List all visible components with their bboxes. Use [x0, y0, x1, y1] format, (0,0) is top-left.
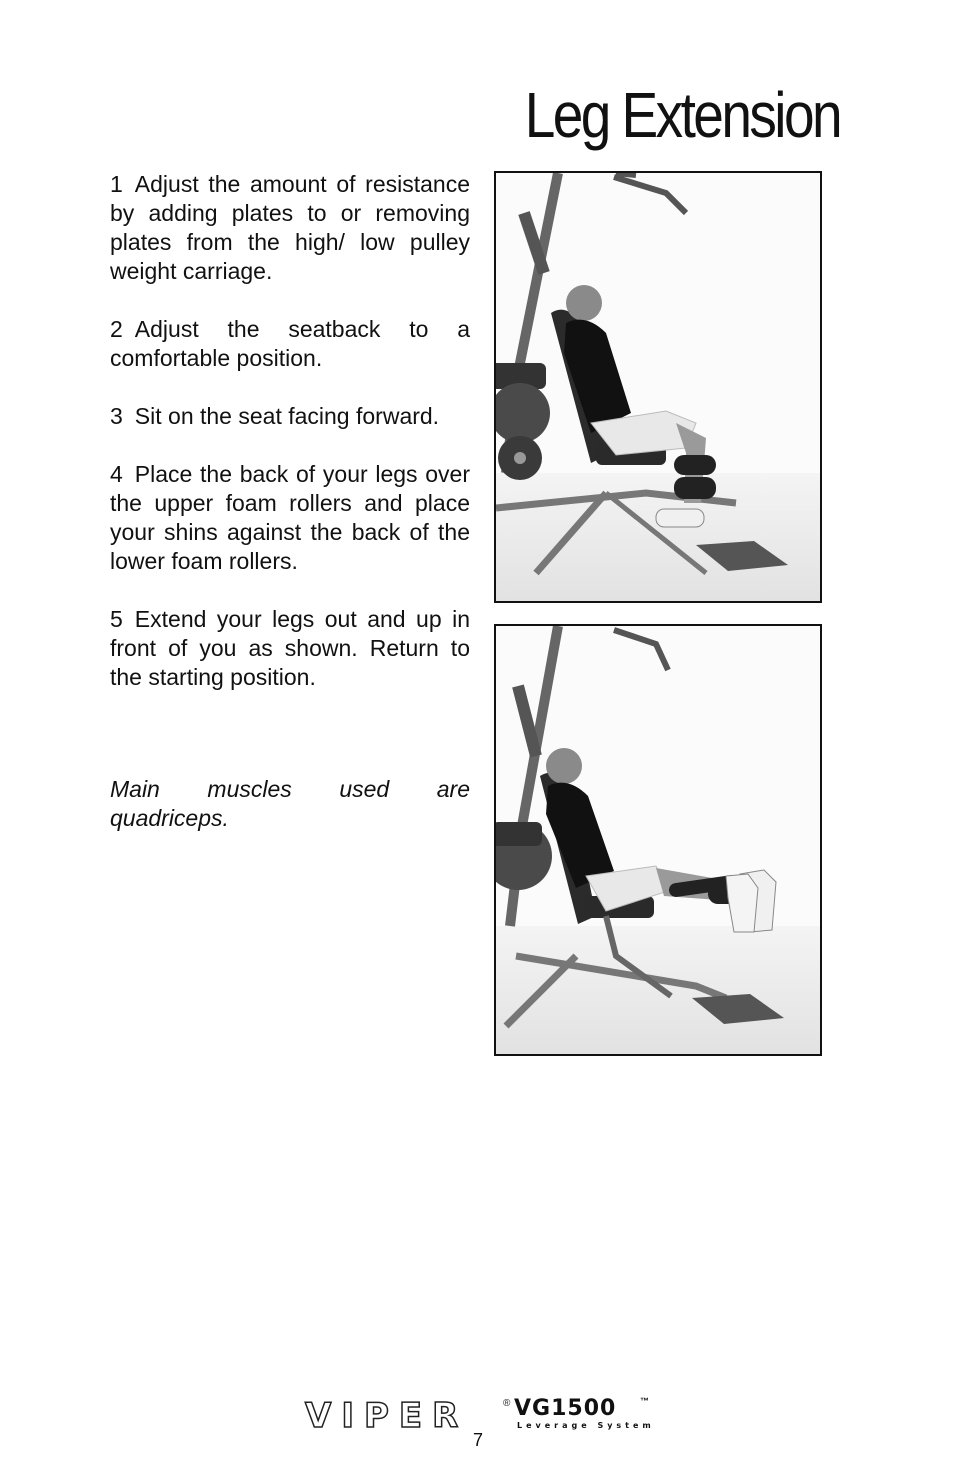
registered-mark: ®: [503, 1398, 511, 1409]
step-number: 5: [110, 606, 123, 632]
step-1: [110, 170, 470, 286]
step-number: 2: [110, 316, 123, 342]
step-text: Sit on the seat facing forward.: [134, 403, 440, 429]
model-name: VG1500: [514, 1396, 617, 1421]
viper-logo: VIPER: [305, 1396, 469, 1436]
step-text: Place the back of your legs over the upper foam rollers and place your shins against the back of the lower foam rollers.: [110, 461, 470, 574]
step-number: 4: [110, 461, 123, 487]
step-text: Adjust the seatback to a comfortable position.: [110, 316, 470, 371]
tagline: Leverage System: [517, 1421, 655, 1430]
step-text: Adjust the amount of resistance by adding plates to or removing plates from the high/ low pulley weight carriage.: [110, 171, 470, 284]
start-position-photo: [494, 171, 822, 603]
muscles-note: Main muscles used are quadriceps.: [110, 776, 470, 831]
instruction-steps: [110, 170, 470, 721]
step-number: 1: [110, 171, 123, 197]
step-5: [110, 605, 470, 692]
step-4: [110, 460, 470, 576]
step-3: [110, 402, 470, 431]
page-title: Leg Extension: [524, 79, 840, 151]
step-2: [110, 315, 470, 373]
footer: [0, 1396, 954, 1456]
trademark-mark: ™: [640, 1396, 649, 1406]
extended-position-photo: [494, 624, 822, 1056]
page-number: 7: [472, 1430, 483, 1450]
step-number: 3: [110, 403, 123, 429]
step-text: Extend your legs out and up in front of you as shown. Return to the starting position.: [110, 606, 470, 690]
